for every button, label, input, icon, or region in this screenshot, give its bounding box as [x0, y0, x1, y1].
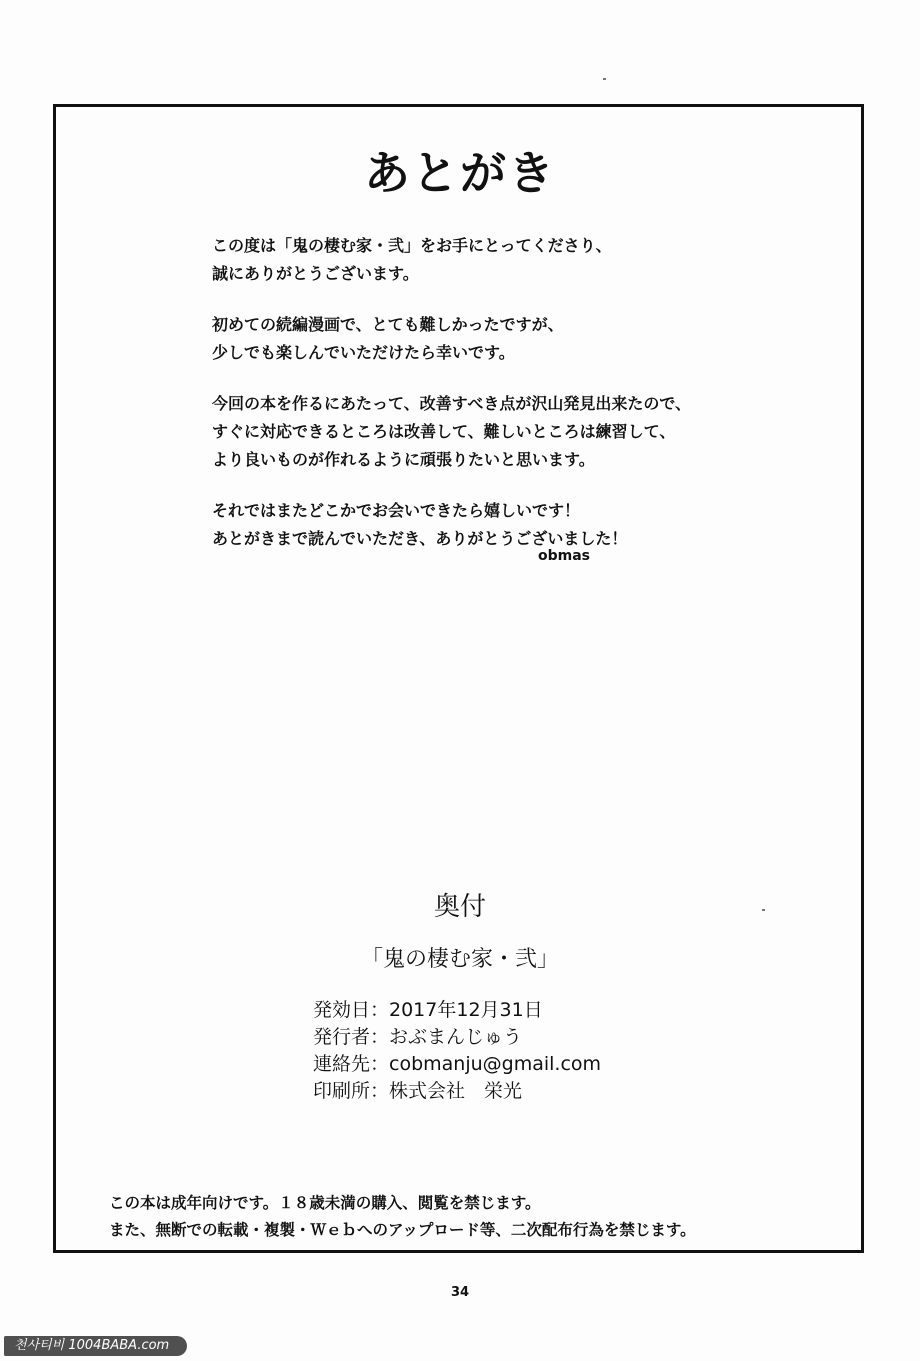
site-watermark: 천사티비 1004BABA.com — [4, 1336, 187, 1356]
afterword-title: あとがき — [364, 146, 556, 200]
colophon-info — [313, 997, 601, 1105]
author-signature: obmas — [538, 548, 591, 564]
book-title: 「鬼の棲む家・弐」 — [360, 947, 559, 972]
afterword-paragraph: 今回の本を作るにあたって、改善すべき点が沢山発見出来たので、 すぐに対応できるところは改善して、難しいところは練習して、 より良いものが作れるように頑張りたいと思います。 — [212, 394, 692, 469]
publish-date: 発効日：2017年12月31日 — [313, 999, 543, 1021]
afterword-paragraph: それではまたどこかでお会いできたら嬉しいです！ あとがきまで読んでいただき、ありがとうございました！ — [212, 501, 628, 548]
afterword-paragraph: この度は「鬼の棲む家・弐」をお手にとってくださり、 誠にありがとうございます。 — [212, 236, 612, 283]
publisher: 発行者：おぶまんじゅう — [313, 1026, 523, 1048]
page-number: 34 — [450, 1285, 470, 1300]
colophon-heading: 奥付 — [433, 892, 486, 922]
printer: 印刷所：株式会社 栄光 — [313, 1080, 523, 1102]
afterword-paragraph: 初めての続編漫画で、とても難しかったですが、 少しでも楽しんでいただけたら幸いです。 — [212, 315, 564, 362]
scan-speck — [603, 78, 606, 80]
afterword-body — [212, 232, 812, 576]
contact: 連絡先：cobmanju@gmail.com — [313, 1053, 602, 1075]
legal-notice — [109, 1190, 696, 1244]
notice-line: この本は成年向けです。１８歳未満の購入、閲覧を禁じます。 — [109, 1194, 541, 1212]
notice-line: また、無断での転載・複製・Ｗｅｂへのアップロード等、二次配布行為を禁じます。 — [109, 1221, 696, 1239]
